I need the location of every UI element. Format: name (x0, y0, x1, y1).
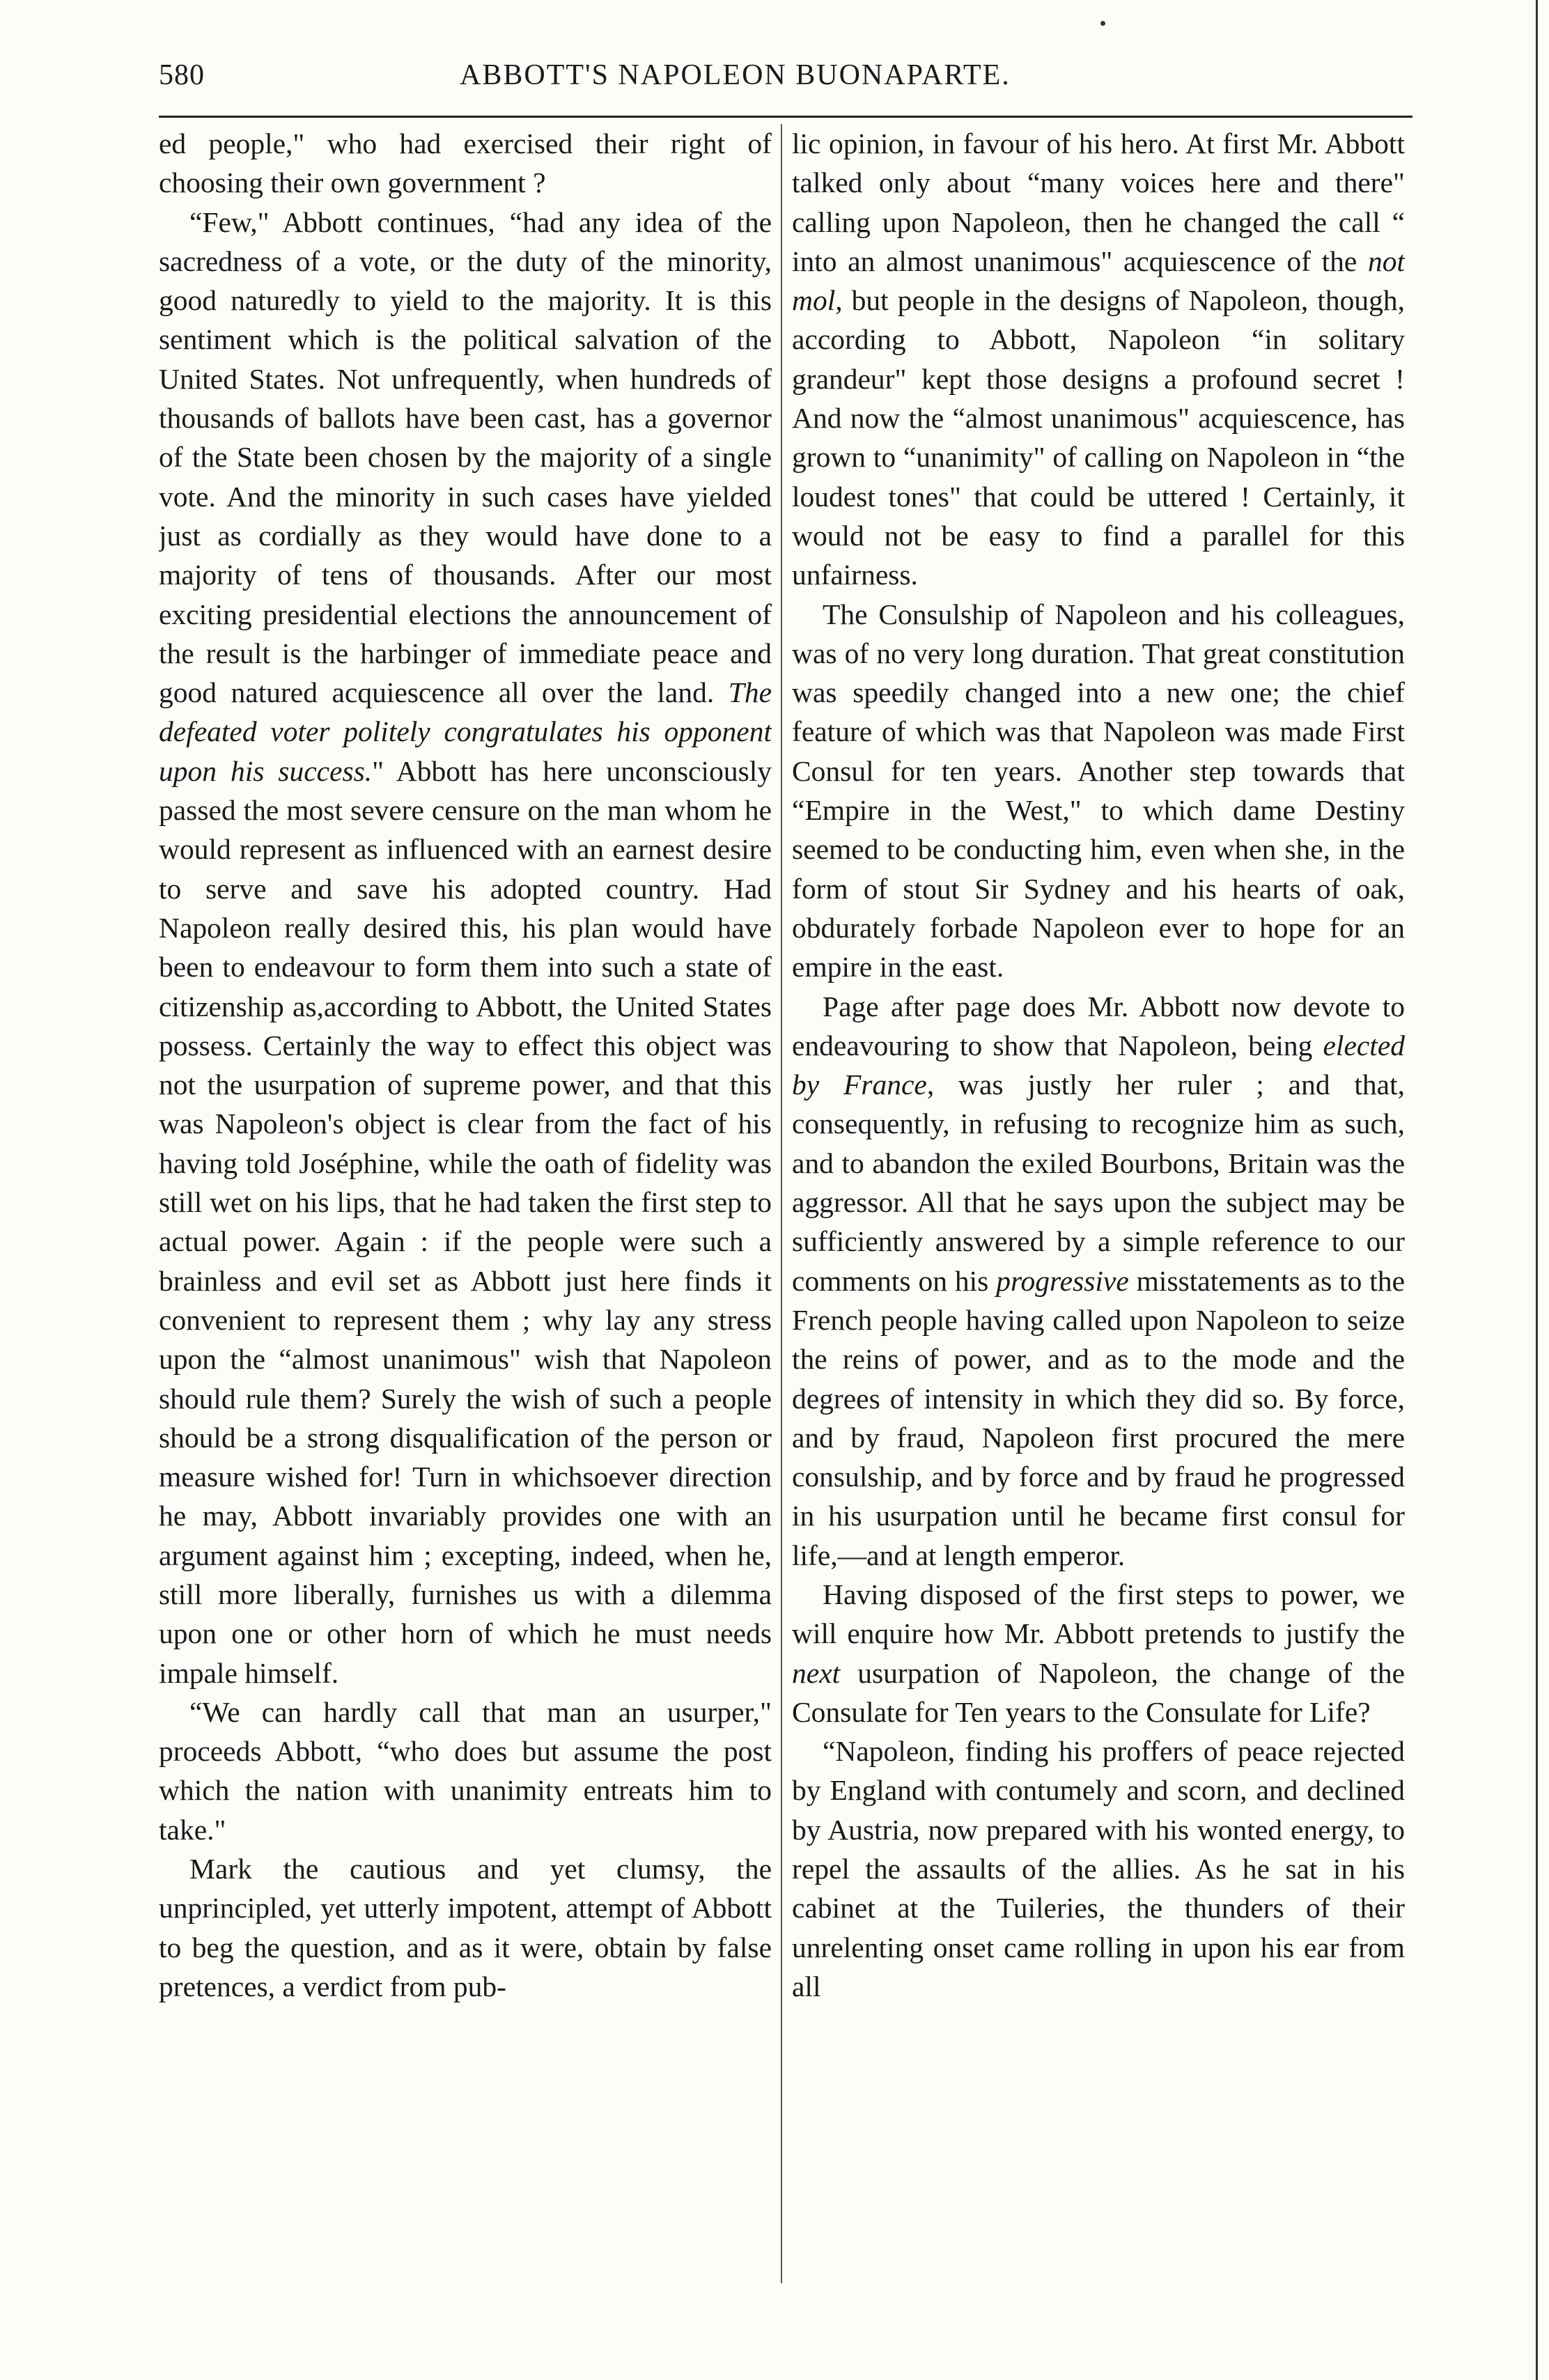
paragraph: Mark the cautious and yet clumsy, the unprincipled, yet utterly impotent, attempt of Abbott to beg the question, and as it were, obtain by false pretences, a verdict from pub- (159, 1853, 772, 2002)
text-run: lic opinion, in favour of his hero. At first Mr. Abbott talked only about “many voices here and there" calling upon Napoleon, then he changed the call “ into an almost unanimous" acquiescence of the (792, 127, 1405, 277)
paragraph: ed people," who had exercised their right of choosing their own government ? (159, 127, 772, 199)
italic-text: elected by France (792, 1029, 1405, 1101)
paragraph (792, 987, 1405, 1575)
text-run: “Few," Abbott continues, “had any idea of the sacredness of a vote, or the duty of the minority, good naturedly to yield to the majority. It is this sentiment which is the political salvation of the United States. Not unfrequently, when hundreds of thousands of ballots have been cast, has a governor of the State been chosen by the majority of a single vote. And the minority in such cases have yielded just as cordially as they would have done to a majority of tens of thousands. After our most exciting presidential elections the announcement of the result is the harbinger of immediate peace and good natured acquiescence all over the land. (159, 205, 772, 709)
text-run: misstatements as to the French people having called upon Napoleon to seize the reins of power, and as to the mode and the degrees of intensity in which they did so. By force, and by fraud, Napoleon first procured the mere consulship, and by force and by fraud he progressed in his usurpation until he became first consul for life,—and at length emperor. (792, 1264, 1405, 1571)
paragraph (159, 203, 772, 1693)
page-edge-line (1536, 0, 1538, 2380)
paragraph (792, 1575, 1405, 1732)
italic-text: not mol (792, 244, 1405, 317)
header-rule (159, 116, 1412, 118)
italic-text: progressive (996, 1264, 1129, 1297)
column-divider (781, 124, 782, 2283)
left-column (159, 124, 772, 2283)
text-run: Having disposed of the first steps to power, we will enquire how Mr. Abbott pretends to justify the (792, 1578, 1405, 1650)
text-run: usurpation of Napoleon, the change of the Consulate for Ten years to the Consulate for Life? (792, 1656, 1405, 1728)
running-title: ABBOTT'S NAPOLEON BUONAPARTE. (460, 59, 1011, 91)
right-column (792, 124, 1405, 2283)
print-speck (1100, 21, 1105, 26)
text-run: , was justly her ruler ; and that, consequently, in refusing to recognize him as such, and to abandon the exiled Bourbons, Britain was the aggressor. All that he says upon the subject may be sufficiently answered by a simple reference to our comments on his (792, 1068, 1405, 1297)
italic-text: The defeated voter politely congratulates his opponent upon his success. (159, 676, 772, 787)
paragraph: “Napoleon, finding his proffers of peace rejected by England with contumely and scorn, and declined by Austria, now prepared with his wonted energy, to repel the assaults of the allies. As he sat in his cabinet at the Tuileries, the thunders of their unrelenting onset came rolling in upon his ear from all (792, 1735, 1405, 2002)
paragraph: “We can hardly call that man an usurper," proceeds Abbott, “who does but assume the post which the nation with unanimity entreats him to take." (159, 1695, 772, 1846)
paragraph (792, 124, 1405, 595)
text-run: , but people in the designs of Napoleon, though, according to Abbott, Napoleon “in solitary grandeur" kept those designs a profound secret ! And now the “almost unanimous" acquiescence, has grown to “unanimity" of calling on Napoleon in “the loudest tones" that could be uttered ! Certainly, it would not be easy to find a parallel for this unfairness. (792, 284, 1405, 591)
text-run: Page after page does Mr. Abbott now devote to endeavouring to show that Napoleon, being (792, 990, 1405, 1061)
page-number: 580 (159, 59, 205, 91)
italic-text: next (792, 1656, 841, 1689)
text-run: " Abbott has here unconsciously passed the most severe censure on the man whom he would represent as influenced with an earnest desire to serve and save his adopted country. Had Napoleon really desired this, his plan would have been to endeavour to form them into such a state of citizenship as,according to Abbott, the United States possess. Certainly the way to effect this object was not the usurpation of supreme power, and that this was Napoleon's object is clear from the fact of his having told Joséphine, while the oath of fidelity was still wet on his lips, that he had taken the first step to actual power. Again : if the people were such a brainless and evil set as Abbott just here finds it convenient to represent them ; why lay any stress upon the “almost unanimous" wish that Napoleon should rule them? Surely the wish of such a people should be a strong disqualification of the person or measure wished for! Turn in whichsoever direction he may, Abbott invariably provides one with an argument against him ; excepting, indeed, when he, still more liberally, furnishes us with a dilemma upon one or other horn of which he must needs impale himself. (159, 754, 772, 1689)
paragraph: The Consulship of Napoleon and his colleagues, was of no very long duration. That great constitution was speedily changed into a new one; the chief feature of which was that Napoleon was made First Consul for ten years. Another step towards that “Empire in the West," to which dame Destiny seemed to be conducting him, even when she, in the form of stout Sir Sydney and his hearts of oak, obdurately forbade Napoleon ever to hope for an empire in the east. (792, 598, 1405, 983)
